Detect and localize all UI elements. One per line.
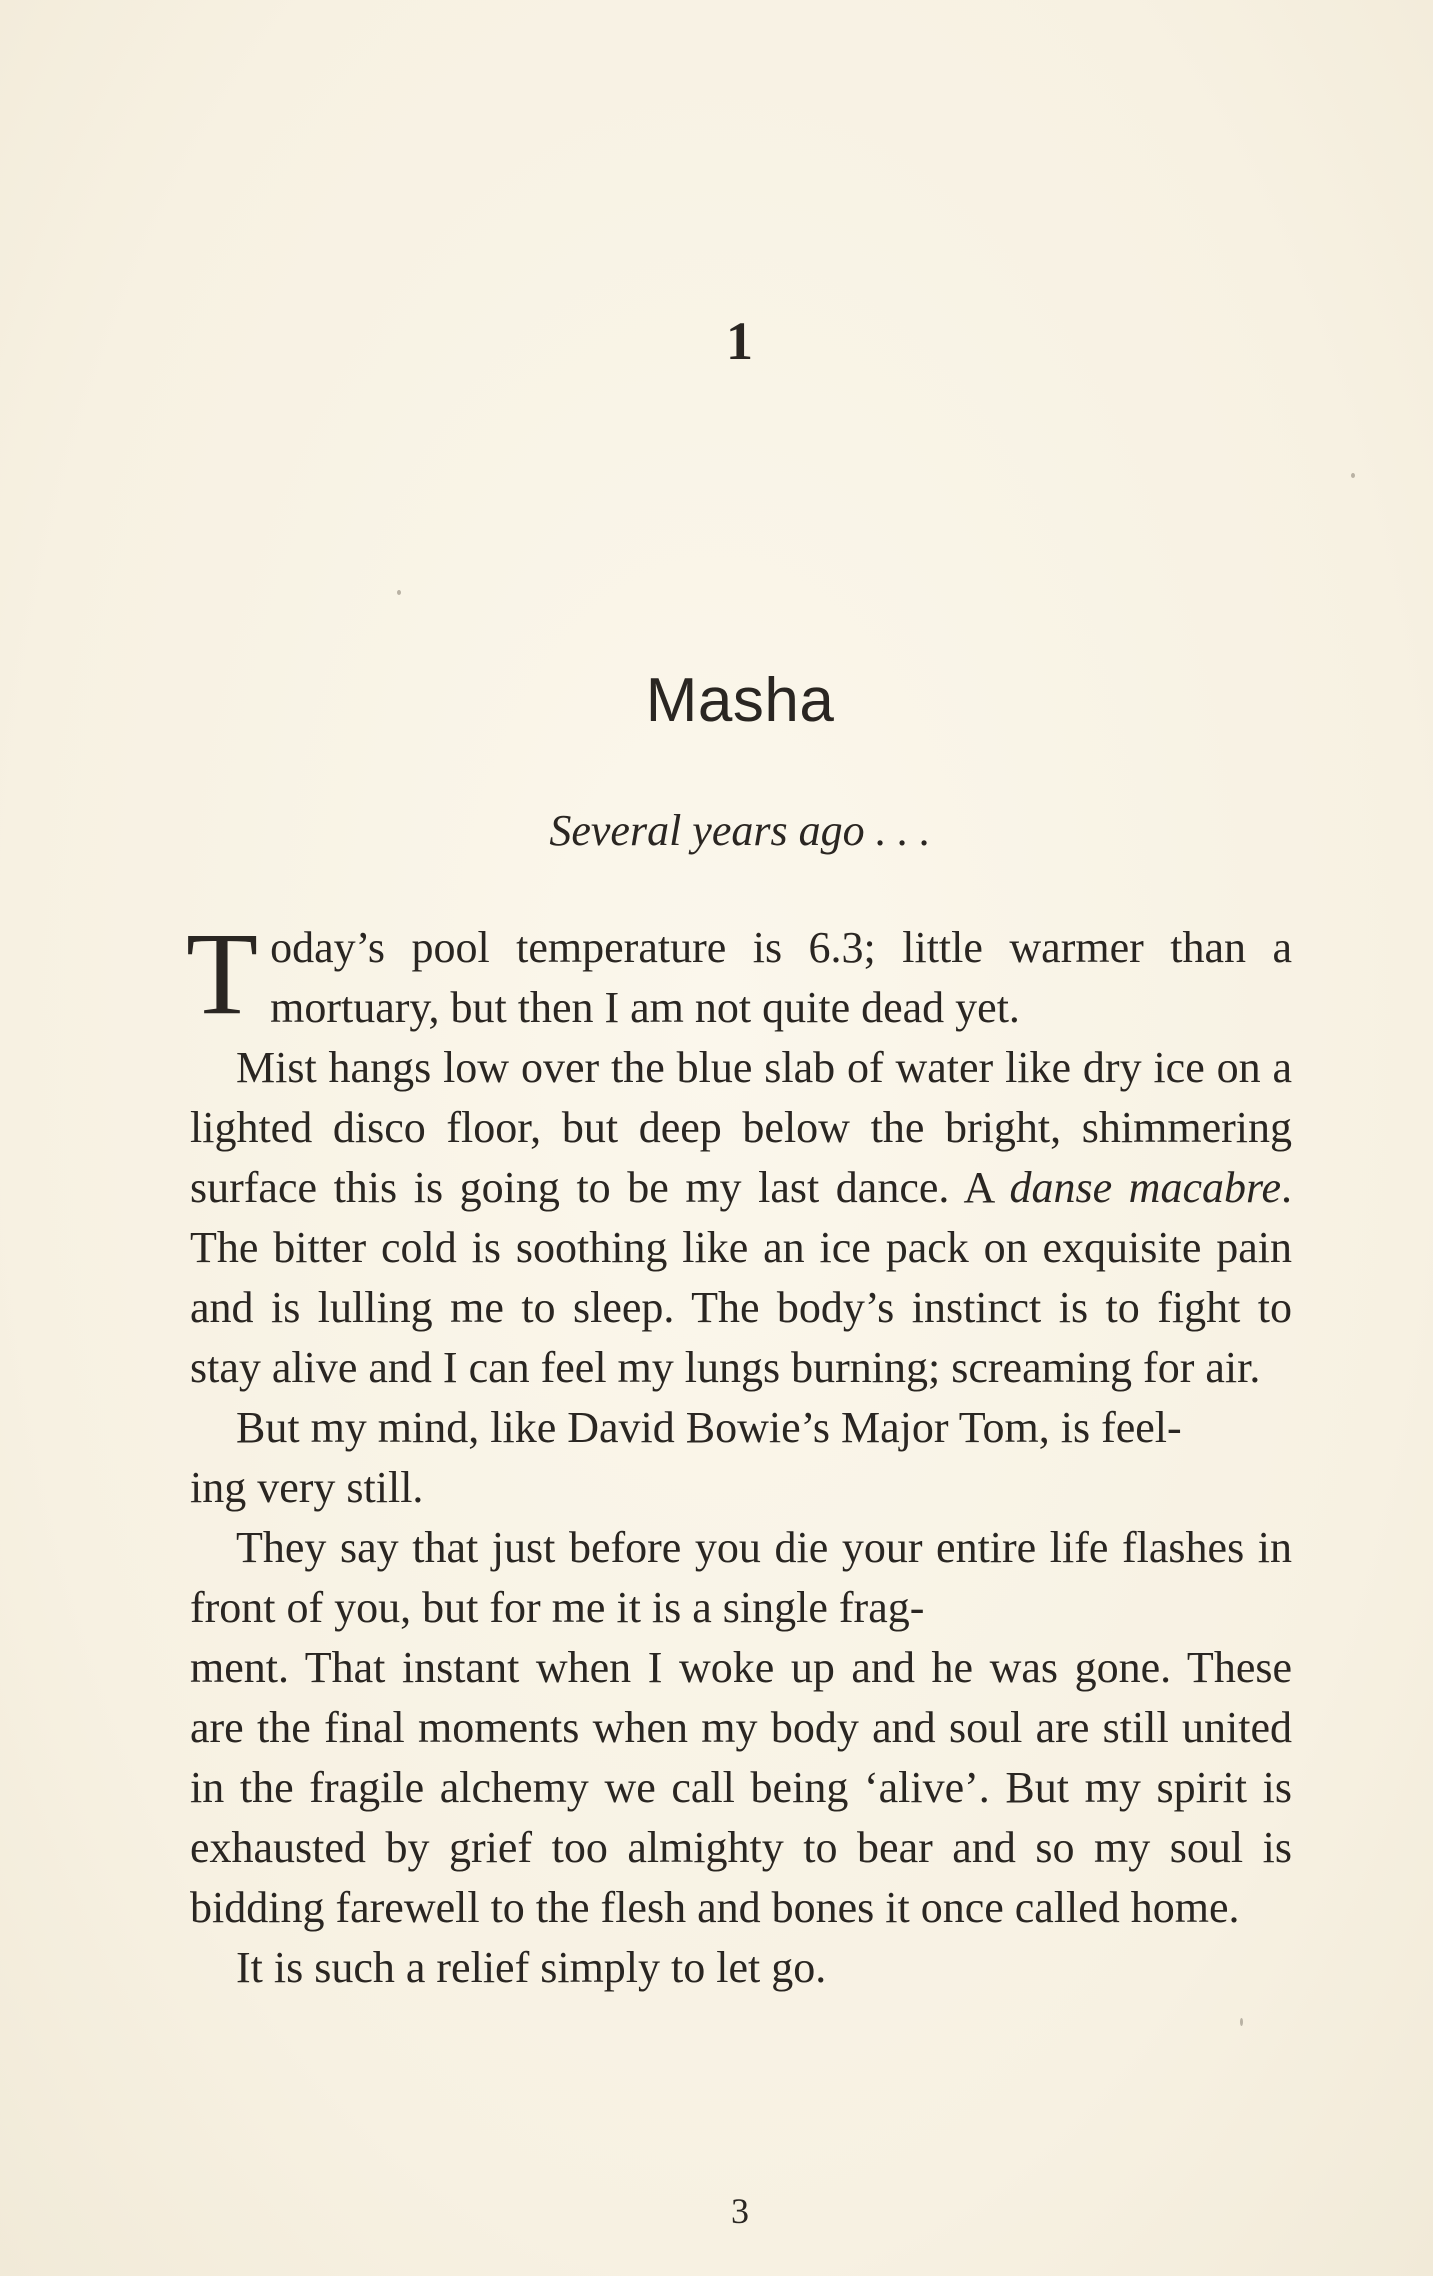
paragraph-3-text-a: But my mind, like David Bowie’s Major Tom, is feel [236, 1403, 1168, 1452]
paragraph-5-text: It is such a relief simply to let go. [236, 1943, 827, 1992]
paragraph-1 [186, 908, 1292, 1039]
paragraph-4-text-a: They say that just before you die your entire life flashes in front of you, but for me it is a single frag [190, 1523, 1292, 1632]
paragraph-2 [190, 1038, 1292, 1398]
paper-speck [1351, 473, 1355, 478]
chapter-epigraph: Several years ago . . . [549, 806, 931, 855]
paragraph-2-italic: danse macabre [1009, 1163, 1281, 1212]
paragraph-1-text: oday’s pool temperature is 6.3; little warmer than a mortuary, but then I am not quite dead yet. [270, 923, 1292, 1032]
paragraph-4: They say that just before you die your entire life flashes in front of you, but for me it is a single frag- ment. That instant when I woke up and he was gone. These are the final moments when my body and soul are still united in the fragile alchemy we call being ‘alive’. But my spirit is exhausted by grief too almighty to bear and so my soul is bidding farewell to the flesh and bones it once called home. [190, 1523, 1292, 1932]
drop-cap: T [186, 908, 259, 1039]
paper-speck [1240, 2018, 1243, 2026]
paragraph-5 [190, 1938, 1292, 1998]
paragraph-2-text-b: . The bitter cold is soothing like an ice pack on exquisite pain and is lulling me to sleep. The body’s instinct is to fight to stay alive and I can feel my lungs burning; screaming for air. [190, 1163, 1292, 1392]
chapter-number: 1 [726, 311, 754, 371]
paper-speck [397, 590, 401, 595]
paragraph-2-text-a: Mist hangs low over the blue slab of water like dry ice on a lighted disco floor, but deep below the bright, shimmering surface this is going to be my last dance. A [190, 1043, 1292, 1212]
body-text [186, 908, 1292, 1998]
paragraph-3: But my mind, like David Bowie’s Major Tom, is feel- ing very still. [190, 1403, 1182, 1512]
page-number: 3 [731, 2191, 749, 2231]
paragraph-4-text-b: ment. That instant when I woke up and he was gone. These are the final moments when my body and soul are still united in the fragile alchemy we call being ‘alive’. But my spirit is exhausted by grief too almighty to bear and so my soul is bidding farewell to the flesh and bones it once called home. [190, 1643, 1292, 1932]
chapter-title: Masha [645, 666, 835, 735]
paragraph-3-text-b: ing very still. [190, 1463, 424, 1512]
